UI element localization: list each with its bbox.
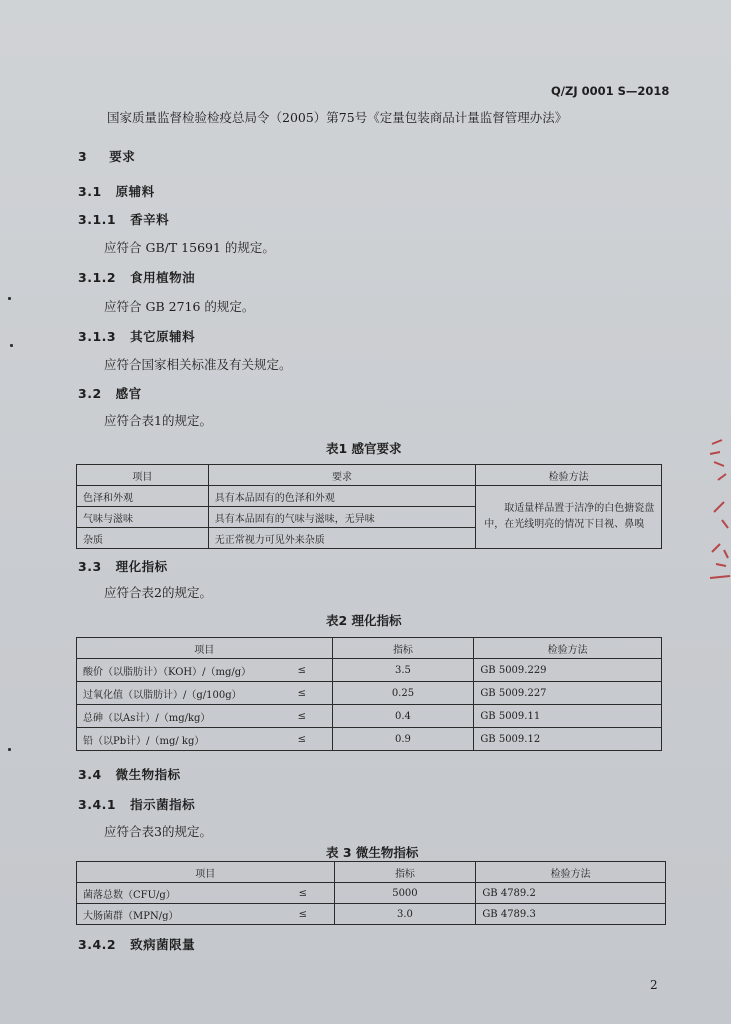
section-title: 理化指标: [115, 559, 168, 574]
section-3-1-1-heading: [78, 210, 169, 228]
section-number: 3.1.3: [78, 329, 117, 344]
table-row: [77, 486, 662, 507]
column-header: 项目: [77, 465, 209, 486]
column-header: 检验方法: [474, 638, 662, 659]
binding-mark: [8, 297, 11, 300]
table-header-row: [77, 465, 662, 486]
table-cell-method: GB 5009.11: [474, 705, 662, 728]
section-number: 3: [78, 149, 88, 164]
table-row: [77, 883, 666, 904]
binding-mark: [8, 748, 11, 751]
table-cell: 气味与滋味: [77, 507, 209, 528]
column-header: 检验方法: [476, 862, 666, 883]
table-cell-operator: ≤: [282, 682, 332, 705]
section-3-4-1-heading: [78, 795, 195, 813]
section-title: 其它原辅料: [130, 329, 196, 344]
stamp-bleed-mark: [706, 432, 731, 582]
section-3-3-text: 应符合表2的规定。: [104, 585, 212, 600]
table-1: [76, 464, 662, 549]
table-header-row: [77, 862, 666, 883]
section-title: 指示菌指标: [130, 797, 196, 812]
table-row: [77, 705, 662, 728]
document-code: Q/ZJ 0001 S—2018: [551, 84, 670, 98]
table-cell-item: 过氧化值（以脂肪计）/（g/100g）: [77, 682, 283, 705]
section-title: 要求: [109, 149, 136, 164]
section-number: 3.4: [78, 767, 102, 782]
section-3-1-2-text: 应符合 GB 2716 的规定。: [104, 299, 255, 314]
section-3-1-2-heading: [78, 268, 195, 286]
section-3-3-heading: [78, 557, 168, 575]
section-3-1-3-heading: [78, 327, 195, 345]
section-3-4-1-text: 应符合表3的规定。: [104, 824, 212, 839]
table-cell-item: 酸价（以脂肪计）（KOH）/（mg/g）: [77, 659, 283, 682]
section-3-2-text: 应符合表1的规定。: [104, 413, 212, 428]
table-cell-value: 0.9: [332, 728, 474, 751]
table-cell-method: GB 5009.12: [474, 728, 662, 751]
table-row: [77, 682, 662, 705]
table-row: [77, 728, 662, 751]
column-header: 项目: [77, 862, 335, 883]
section-number: 3.4.1: [78, 797, 117, 812]
table-cell-method: GB 4789.3: [476, 904, 666, 925]
table-cell-value: 3.0: [334, 904, 476, 925]
table-row: [77, 659, 662, 682]
section-3-4-2-heading: [78, 935, 195, 953]
page-number: 2: [650, 978, 658, 992]
table-2: [76, 637, 662, 751]
table-2-caption: 表2 理化指标: [326, 613, 402, 628]
section-3-1-1-text: 应符合 GB/T 15691 的规定。: [104, 240, 275, 255]
section-3-4-heading: [78, 765, 181, 783]
table-cell: 无正常视力可见外来杂质: [208, 528, 476, 549]
table-cell: 具有本品固有的色泽和外观: [208, 486, 476, 507]
column-header: 指标: [334, 862, 476, 883]
table-cell-value: 5000: [334, 883, 476, 904]
table-cell: 杂质: [77, 528, 209, 549]
section-3-heading: [78, 147, 135, 165]
section-number: 3.1.2: [78, 270, 117, 285]
column-header: 检验方法: [476, 465, 662, 486]
column-header: 项目: [77, 638, 333, 659]
reference-line: 国家质量监督检验检疫总局令（2005）第75号《定量包装商品计量监督管理办法》: [107, 110, 568, 125]
section-title: 致病菌限量: [130, 937, 196, 952]
column-header: 指标: [332, 638, 474, 659]
section-title: 原辅料: [115, 184, 155, 199]
table-row: [77, 904, 666, 925]
table-cell-value: 3.5: [332, 659, 474, 682]
table-cell-operator: ≤: [282, 904, 334, 925]
section-title: 感官: [115, 386, 142, 401]
binding-mark: [10, 344, 13, 347]
table-header-row: [77, 638, 662, 659]
table-cell: 具有本品固有的气味与滋味，无异味: [208, 507, 476, 528]
table-3: [76, 861, 666, 925]
table-cell: 色泽和外观: [77, 486, 209, 507]
section-number: 3.2: [78, 386, 102, 401]
table-cell-method: 取适量样品置于洁净的白色搪瓷盘中，在光线明亮的情况下目视、鼻嗅: [476, 486, 662, 549]
table-cell-method: GB 5009.229: [474, 659, 662, 682]
section-3-1-heading: [78, 182, 155, 200]
section-number: 3.1: [78, 184, 102, 199]
column-header: 要求: [208, 465, 476, 486]
section-3-2-heading: [78, 384, 142, 402]
section-title: 微生物指标: [115, 767, 181, 782]
table-cell-item: 铅（以Pb计）/（mg/ kg）: [77, 728, 283, 751]
table-1-caption: 表1 感官要求: [326, 441, 402, 456]
table-cell-value: 0.4: [332, 705, 474, 728]
table-cell-value: 0.25: [332, 682, 474, 705]
table-cell-method: GB 4789.2: [476, 883, 666, 904]
table-cell-item: 大肠菌群（MPN/g）: [77, 904, 283, 925]
table-cell-operator: ≤: [282, 705, 332, 728]
table-cell-operator: ≤: [282, 883, 334, 904]
table-cell-item: 总砷（以As计）/（mg/kg）: [77, 705, 283, 728]
table-3-caption: 表 3 微生物指标: [326, 845, 419, 860]
section-title: 香辛料: [130, 212, 170, 227]
section-number: 3.3: [78, 559, 102, 574]
section-number: 3.1.1: [78, 212, 117, 227]
section-number: 3.4.2: [78, 937, 117, 952]
table-cell-operator: ≤: [282, 659, 332, 682]
section-3-1-3-text: 应符合国家相关标准及有关规定。: [104, 357, 292, 372]
section-title: 食用植物油: [130, 270, 196, 285]
table-cell-item: 菌落总数（CFU/g）: [77, 883, 283, 904]
table-cell-method: GB 5009.227: [474, 682, 662, 705]
table-cell-operator: ≤: [282, 728, 332, 751]
